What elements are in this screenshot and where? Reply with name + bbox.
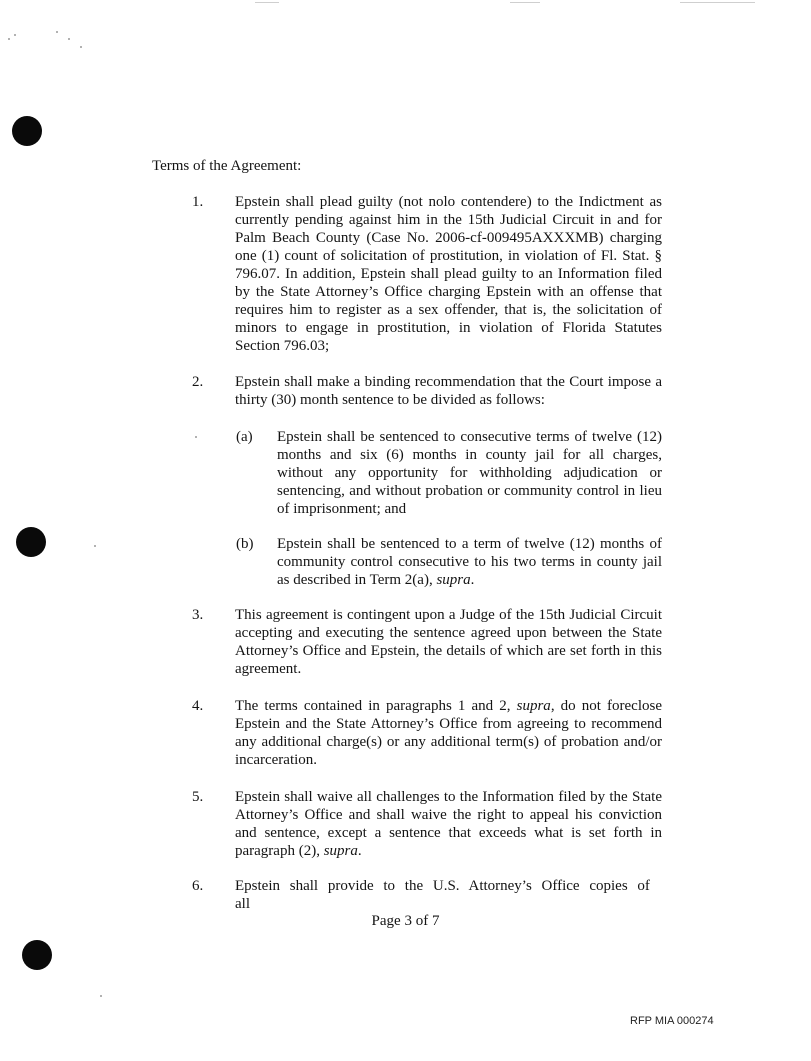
subterm-text-main: Epstein shall be sentenced to a term of twelve (12) months of community control consecutive to his two terms in county jail as described in Term 2(a), (277, 536, 662, 588)
term-text: Epstein shall make a binding recommendation that the Court impose a thirty (30) month sentence to be divided as follows: (235, 374, 662, 408)
term-2 (192, 373, 662, 409)
term-number: 1. (192, 194, 204, 210)
term-2b (236, 535, 662, 589)
term-number: 4. (192, 698, 204, 714)
term-5 (192, 788, 662, 860)
subterm-label: (b) (236, 536, 254, 552)
term-text: Epstein shall provide to the U.S. Attorney’s Office copies of all (235, 878, 650, 912)
term-text: This agreement is contingent upon a Judge of the 15th Judicial Circuit accepting and executing the sentence agreed upon between the State Attorney’s Office and Epstein, the details of which are set forth in this agreement. (235, 607, 662, 677)
term-number: 6. (192, 878, 204, 894)
section-heading: Terms of the Agreement: (152, 158, 302, 174)
term-number: 5. (192, 789, 204, 805)
subterm-text (277, 535, 662, 589)
term-3 (192, 606, 662, 678)
subterm-text: Epstein shall be sentenced to consecutive terms of twelve (12) months and six (6) months in county jail for all charges, without any opportunity for withholding adjudication or sentencing, and without probation or community control in lieu of imprisonment; and (277, 429, 662, 517)
subterm-text-emphasis: supra (436, 572, 471, 588)
subterm-text-end: . (470, 572, 475, 588)
term-text-main: Epstein shall waive all challenges to the Information filed by the State Attorney’s Office and shall waive the right to appeal his conviction and sentence, except a sentence that exceeds what is set forth in paragraph (2), (235, 789, 662, 859)
term-6 (192, 877, 662, 913)
term-text (235, 697, 662, 769)
subterm-label: (a) (236, 429, 253, 445)
term-text (235, 788, 662, 860)
term-number: 2. (192, 374, 204, 390)
bates-stamp: RFP MIA 000274 (630, 1015, 714, 1027)
page-number: Page 3 of 7 (371, 913, 440, 929)
term-1 (192, 193, 662, 355)
term-text-emphasis: supra (323, 843, 358, 859)
term-text-end: , do not foreclose Epstein and the State Attorney’s Office from agreeing to recommend any additional charge(s) or any additional term(s) of probation and/or incarceration. (235, 698, 662, 768)
term-text-emphasis: supra (516, 698, 551, 714)
term-4 (192, 697, 662, 769)
term-text: Epstein shall plead guilty (not nolo contendere) to the Indictment as currently pending against him in the 15th Judicial Circuit in and for Palm Beach County (Case No. 2006-cf-009495AXXXMB) charging one (1) count of solicitation of prostitution, in violation of Fl. Stat. § 796.07. In addition, Epstein shall plead guilty to an Information filed by the State Attorney’s Office charging Epstein with an offense that requires him to register as a sex offender, that is, the solicitation of minors to engage in prostitution, in violation of Florida Statutes Section 796.03; (235, 194, 662, 354)
term-number: 3. (192, 607, 204, 623)
term-text-main: The terms contained in paragraphs 1 and 2, (235, 698, 517, 714)
term-text-end: . (357, 843, 362, 859)
term-2a (236, 428, 662, 518)
